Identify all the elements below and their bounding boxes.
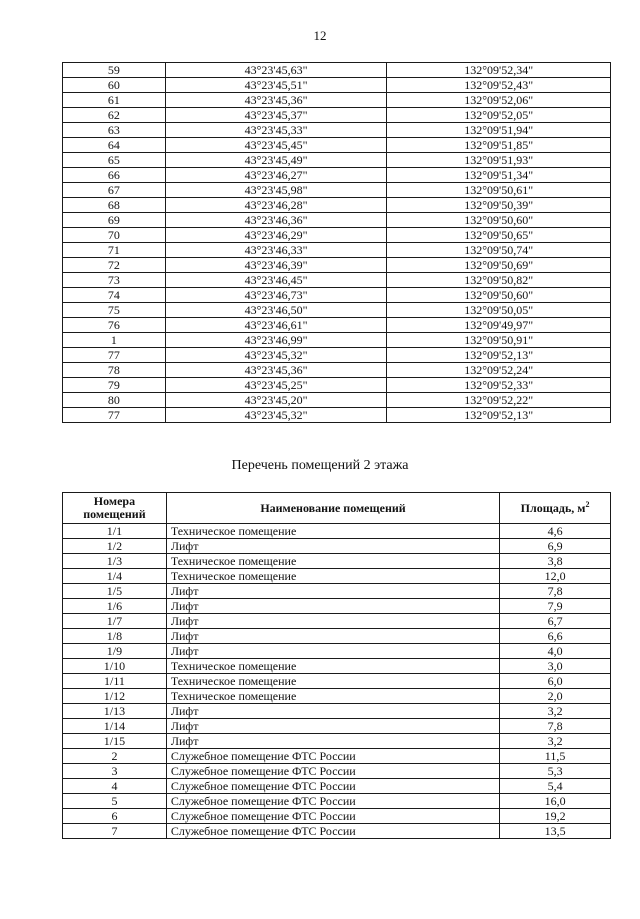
room-number-cell: 1/3: [63, 554, 167, 569]
table-row: [63, 824, 611, 839]
room-area-cell: 5,3: [500, 764, 611, 779]
point-number-cell: 74: [63, 288, 166, 303]
longitude-cell: 132°09'50,39": [387, 198, 611, 213]
table-row: [63, 213, 611, 228]
table-row: [63, 393, 611, 408]
room-name-cell: Техническое помещение: [166, 659, 499, 674]
room-number-cell: 1/5: [63, 584, 167, 599]
table-row: [63, 644, 611, 659]
room-area-cell: 16,0: [500, 794, 611, 809]
room-area-cell: 12,0: [500, 569, 611, 584]
room-area-cell: 11,5: [500, 749, 611, 764]
latitude-cell: 43°23'46,99": [165, 333, 387, 348]
header-area-sup: 2: [585, 499, 590, 509]
table-row: [63, 123, 611, 138]
room-number-cell: 1/10: [63, 659, 167, 674]
room-number-cell: 2: [63, 749, 167, 764]
coordinates-table: [62, 62, 611, 423]
point-number-cell: 62: [63, 108, 166, 123]
room-area-cell: 4,6: [500, 524, 611, 539]
table-row: [63, 794, 611, 809]
point-number-cell: 1: [63, 333, 166, 348]
table-row: [63, 659, 611, 674]
table-row: [63, 809, 611, 824]
room-area-cell: 3,8: [500, 554, 611, 569]
room-area-cell: 7,9: [500, 599, 611, 614]
room-name-cell: Лифт: [166, 704, 499, 719]
point-number-cell: 69: [63, 213, 166, 228]
point-number-cell: 75: [63, 303, 166, 318]
table-row: [63, 569, 611, 584]
room-name-cell: Техническое помещение: [166, 569, 499, 584]
room-name-cell: Техническое помещение: [166, 524, 499, 539]
longitude-cell: 132°09'50,60": [387, 288, 611, 303]
point-number-cell: 77: [63, 408, 166, 423]
longitude-cell: 132°09'52,13": [387, 348, 611, 363]
latitude-cell: 43°23'45,36": [165, 363, 387, 378]
longitude-cell: 132°09'50,60": [387, 213, 611, 228]
room-name-cell: Техническое помещение: [166, 554, 499, 569]
table-row: [63, 303, 611, 318]
rooms-section-title: Перечень помещений 2 этажа: [231, 458, 409, 473]
room-number-cell: 1/14: [63, 719, 167, 734]
room-area-cell: 19,2: [500, 809, 611, 824]
point-number-cell: 66: [63, 168, 166, 183]
room-area-cell: 6,6: [500, 629, 611, 644]
longitude-cell: 132°09'51,94": [387, 123, 611, 138]
room-name-cell: Лифт: [166, 584, 499, 599]
longitude-cell: 132°09'52,43": [387, 78, 611, 93]
point-number-cell: 59: [63, 63, 166, 78]
longitude-cell: 132°09'49,97": [387, 318, 611, 333]
room-number-cell: 1/15: [63, 734, 167, 749]
latitude-cell: 43°23'45,36": [165, 93, 387, 108]
room-number-cell: 4: [63, 779, 167, 794]
room-area-cell: 3,2: [500, 734, 611, 749]
latitude-cell: 43°23'45,98": [165, 183, 387, 198]
room-area-cell: 5,4: [500, 779, 611, 794]
point-number-cell: 72: [63, 258, 166, 273]
longitude-cell: 132°09'52,06": [387, 93, 611, 108]
header-room-name: Наименование помещений: [166, 493, 499, 524]
table-row: [63, 363, 611, 378]
longitude-cell: 132°09'52,13": [387, 408, 611, 423]
latitude-cell: 43°23'45,32": [165, 348, 387, 363]
table-row: [63, 243, 611, 258]
table-row: [63, 273, 611, 288]
room-name-cell: Служебное помещение ФТС России: [166, 809, 499, 824]
room-number-cell: 1/12: [63, 689, 167, 704]
table-row: [63, 93, 611, 108]
latitude-cell: 43°23'46,50": [165, 303, 387, 318]
room-number-cell: 1/13: [63, 704, 167, 719]
table-row: [63, 258, 611, 273]
table-row: [63, 614, 611, 629]
room-area-cell: 3,2: [500, 704, 611, 719]
table-row: [63, 779, 611, 794]
room-area-cell: 13,5: [500, 824, 611, 839]
longitude-cell: 132°09'52,05": [387, 108, 611, 123]
header-room-number: Номера помещений: [63, 493, 167, 524]
table-row: [63, 198, 611, 213]
table-row: [63, 749, 611, 764]
latitude-cell: 43°23'45,32": [165, 408, 387, 423]
table-row: [63, 108, 611, 123]
longitude-cell: 132°09'52,34": [387, 63, 611, 78]
table-row: [63, 63, 611, 78]
latitude-cell: 43°23'46,73": [165, 288, 387, 303]
room-number-cell: 1/7: [63, 614, 167, 629]
longitude-cell: 132°09'52,33": [387, 378, 611, 393]
table-row: [63, 228, 611, 243]
room-name-cell: Лифт: [166, 539, 499, 554]
room-area-cell: 6,0: [500, 674, 611, 689]
room-name-cell: Служебное помещение ФТС России: [166, 779, 499, 794]
latitude-cell: 43°23'45,63": [165, 63, 387, 78]
longitude-cell: 132°09'50,82": [387, 273, 611, 288]
room-area-cell: 4,0: [500, 644, 611, 659]
point-number-cell: 60: [63, 78, 166, 93]
table-row: [63, 168, 611, 183]
point-number-cell: 76: [63, 318, 166, 333]
table-row: [63, 719, 611, 734]
room-number-cell: 1/2: [63, 539, 167, 554]
room-name-cell: Служебное помещение ФТС России: [166, 824, 499, 839]
room-area-cell: 6,7: [500, 614, 611, 629]
point-number-cell: 65: [63, 153, 166, 168]
longitude-cell: 132°09'52,22": [387, 393, 611, 408]
table-row: [63, 704, 611, 719]
latitude-cell: 43°23'45,51": [165, 78, 387, 93]
room-name-cell: Лифт: [166, 719, 499, 734]
table-row: [63, 78, 611, 93]
point-number-cell: 63: [63, 123, 166, 138]
room-number-cell: 1/4: [63, 569, 167, 584]
latitude-cell: 43°23'45,33": [165, 123, 387, 138]
room-number-cell: 1/6: [63, 599, 167, 614]
latitude-cell: 43°23'46,29": [165, 228, 387, 243]
header-room-area: [500, 493, 611, 524]
room-name-cell: Лифт: [166, 734, 499, 749]
point-number-cell: 80: [63, 393, 166, 408]
latitude-cell: 43°23'46,61": [165, 318, 387, 333]
room-area-cell: 2,0: [500, 689, 611, 704]
room-area-cell: 6,9: [500, 539, 611, 554]
room-name-cell: Техническое помещение: [166, 689, 499, 704]
longitude-cell: 132°09'51,34": [387, 168, 611, 183]
table-row: [63, 348, 611, 363]
room-number-cell: 6: [63, 809, 167, 824]
table-row: [63, 333, 611, 348]
room-name-cell: Служебное помещение ФТС России: [166, 764, 499, 779]
room-number-cell: 1/9: [63, 644, 167, 659]
table-row: [63, 539, 611, 554]
longitude-cell: 132°09'50,91": [387, 333, 611, 348]
table-row: [63, 629, 611, 644]
room-area-cell: 7,8: [500, 584, 611, 599]
table-row: [63, 764, 611, 779]
table-row: [63, 153, 611, 168]
latitude-cell: 43°23'45,49": [165, 153, 387, 168]
rooms-header-row: [63, 493, 611, 524]
room-number-cell: 1/1: [63, 524, 167, 539]
latitude-cell: 43°23'45,20": [165, 393, 387, 408]
point-number-cell: 73: [63, 273, 166, 288]
latitude-cell: 43°23'46,27": [165, 168, 387, 183]
longitude-cell: 132°09'51,93": [387, 153, 611, 168]
table-row: [63, 674, 611, 689]
point-number-cell: 77: [63, 348, 166, 363]
point-number-cell: 79: [63, 378, 166, 393]
room-name-cell: Лифт: [166, 614, 499, 629]
latitude-cell: 43°23'46,39": [165, 258, 387, 273]
point-number-cell: 64: [63, 138, 166, 153]
room-name-cell: Служебное помещение ФТС России: [166, 794, 499, 809]
table-row: [63, 378, 611, 393]
longitude-cell: 132°09'50,74": [387, 243, 611, 258]
longitude-cell: 132°09'52,24": [387, 363, 611, 378]
latitude-cell: 43°23'45,25": [165, 378, 387, 393]
header-area-label: Площадь, м: [520, 500, 586, 515]
table-row: [63, 318, 611, 333]
room-number-cell: 3: [63, 764, 167, 779]
latitude-cell: 43°23'45,37": [165, 108, 387, 123]
room-name-cell: Лифт: [166, 629, 499, 644]
page-number: 12: [313, 28, 327, 43]
room-name-cell: Техническое помещение: [166, 674, 499, 689]
longitude-cell: 132°09'51,85": [387, 138, 611, 153]
room-number-cell: 7: [63, 824, 167, 839]
room-number-cell: 5: [63, 794, 167, 809]
point-number-cell: 78: [63, 363, 166, 378]
table-row: [63, 288, 611, 303]
point-number-cell: 70: [63, 228, 166, 243]
latitude-cell: 43°23'45,45": [165, 138, 387, 153]
room-name-cell: Лифт: [166, 599, 499, 614]
table-row: [63, 554, 611, 569]
table-row: [63, 689, 611, 704]
room-number-cell: 1/8: [63, 629, 167, 644]
room-area-cell: 3,0: [500, 659, 611, 674]
table-row: [63, 138, 611, 153]
rooms-table: [62, 492, 611, 839]
table-row: [63, 408, 611, 423]
table-row: [63, 584, 611, 599]
longitude-cell: 132°09'50,65": [387, 228, 611, 243]
point-number-cell: 71: [63, 243, 166, 258]
point-number-cell: 67: [63, 183, 166, 198]
point-number-cell: 68: [63, 198, 166, 213]
room-number-cell: 1/11: [63, 674, 167, 689]
table-row: [63, 734, 611, 749]
room-area-cell: 7,8: [500, 719, 611, 734]
latitude-cell: 43°23'46,33": [165, 243, 387, 258]
longitude-cell: 132°09'50,69": [387, 258, 611, 273]
room-name-cell: Служебное помещение ФТС России: [166, 749, 499, 764]
table-row: [63, 599, 611, 614]
room-name-cell: Лифт: [166, 644, 499, 659]
longitude-cell: 132°09'50,61": [387, 183, 611, 198]
table-row: [63, 524, 611, 539]
longitude-cell: 132°09'50,05": [387, 303, 611, 318]
table-row: [63, 183, 611, 198]
latitude-cell: 43°23'46,36": [165, 213, 387, 228]
latitude-cell: 43°23'46,28": [165, 198, 387, 213]
point-number-cell: 61: [63, 93, 166, 108]
latitude-cell: 43°23'46,45": [165, 273, 387, 288]
